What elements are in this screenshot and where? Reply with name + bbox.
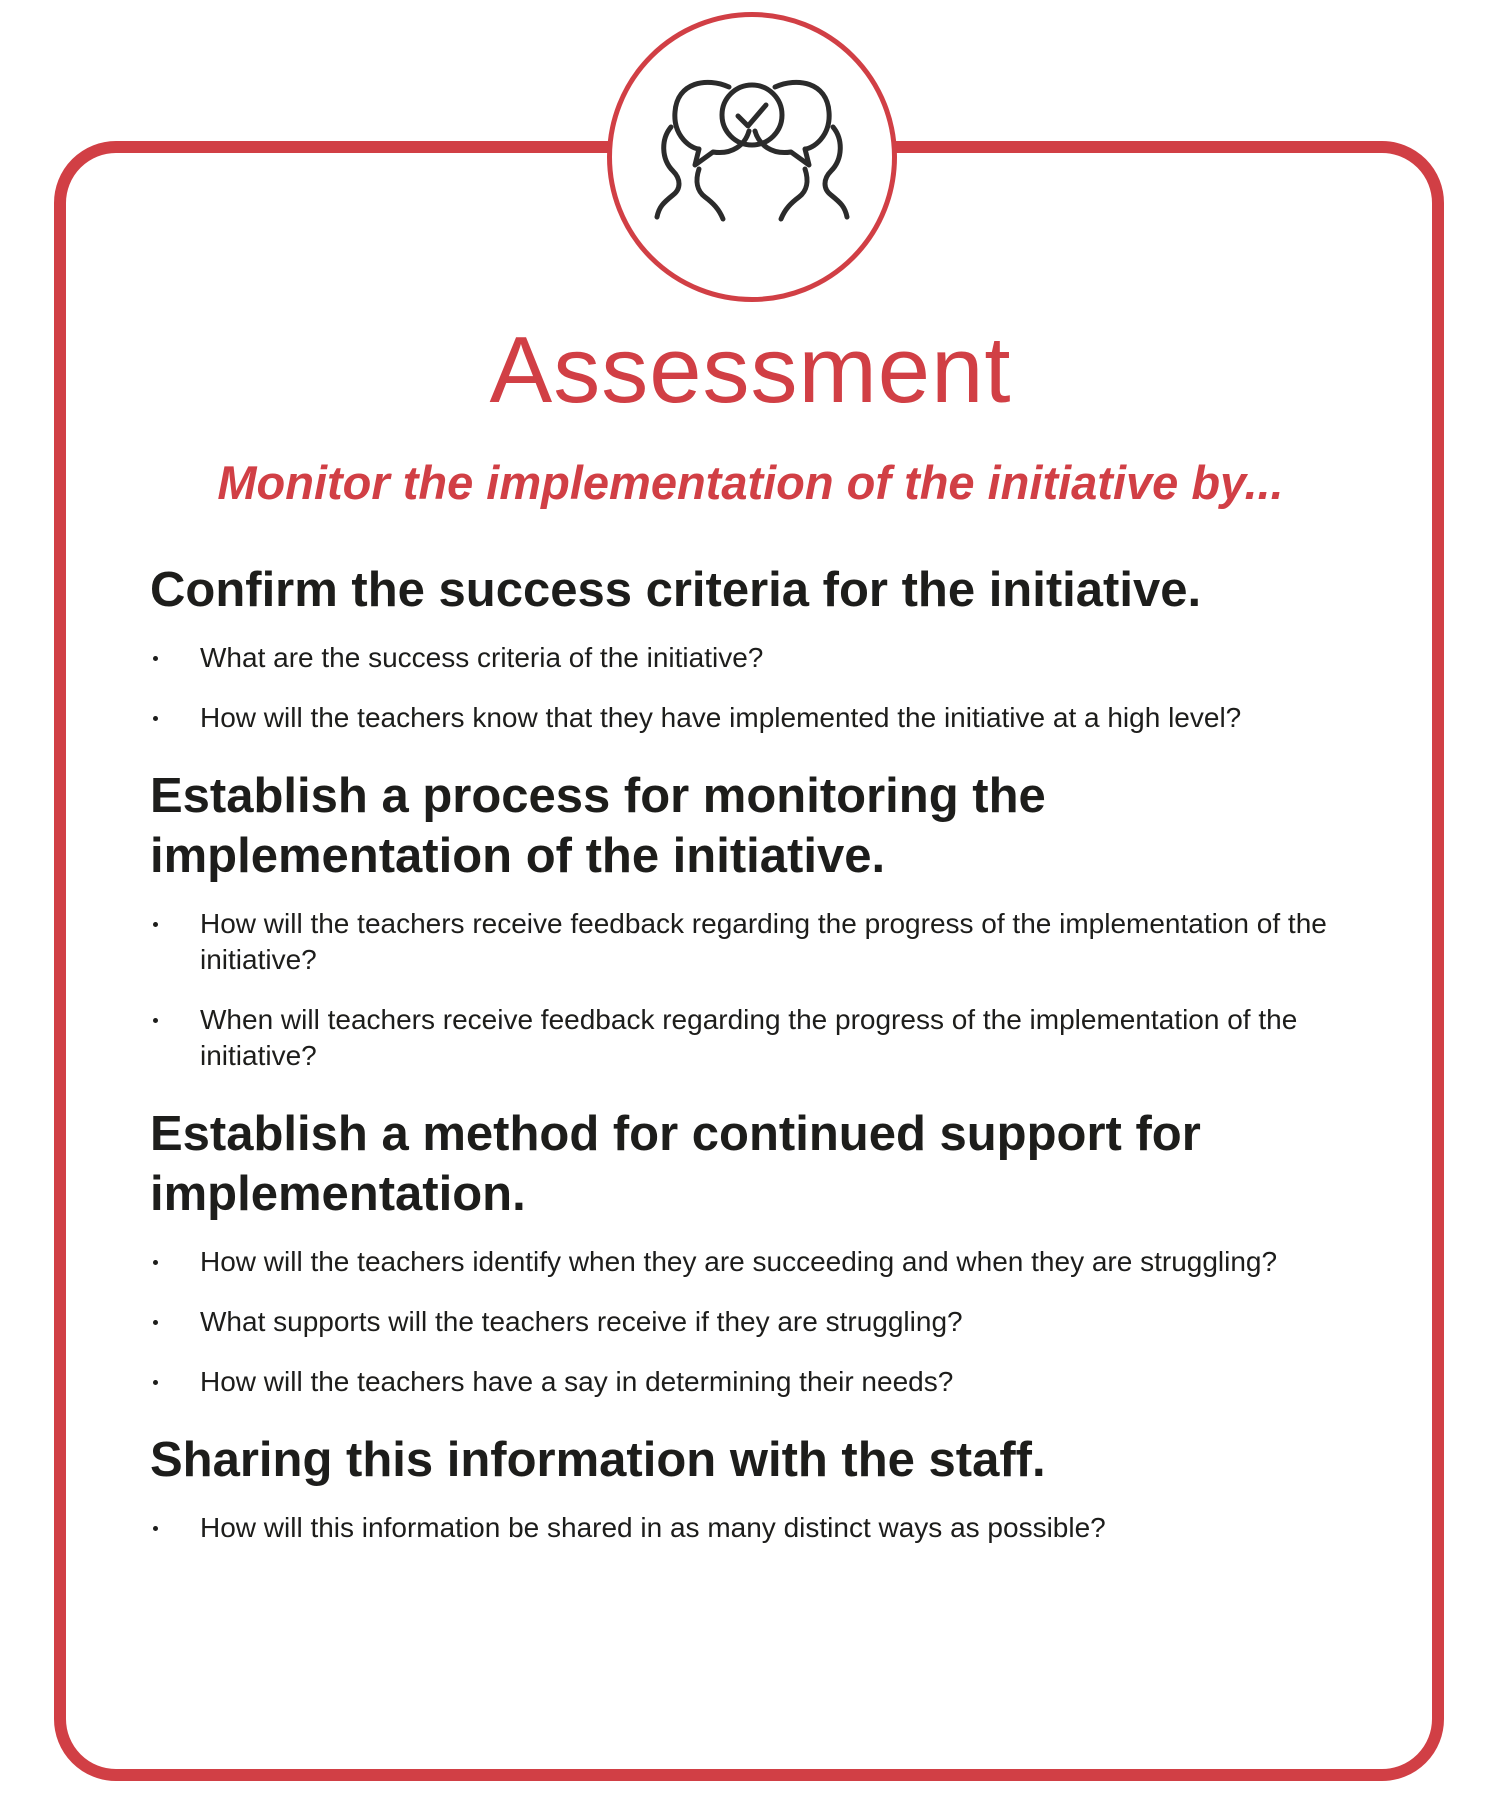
bullet-icon [153, 1380, 158, 1385]
content [150, 560, 1400, 1576]
page-title: Assessment [489, 317, 1012, 422]
section-heading: Sharing this information with the staff. [150, 1433, 1046, 1487]
bullet-list [150, 906, 1400, 1074]
bullet-icon [153, 922, 158, 927]
bullet-list [150, 640, 1400, 736]
bullet-icon [153, 716, 158, 721]
two-people-discussion-check-icon [637, 57, 867, 257]
bullet-icon [153, 1260, 158, 1265]
bullet-icon [153, 656, 158, 661]
section-heading: Establish a method for continued support for implementation. [150, 1107, 1201, 1221]
page-subtitle [0, 455, 1501, 511]
section-heading: Establish a process for monitoring the implementation of the initiative. [150, 769, 1046, 883]
bullet-icon [153, 1018, 158, 1023]
section-sharing-information [150, 1430, 1400, 1546]
section-heading: Confirm the success criteria for the initiative. [150, 563, 1202, 617]
list-item: When will teachers receive feedback regarding the progress of the implementation of the initiative? [150, 1002, 1400, 1074]
icon-badge [607, 12, 897, 302]
bullet-icon [153, 1320, 158, 1325]
list-item: How will the teachers receive feedback regarding the progress of the implementation of the initiative? [150, 906, 1400, 978]
list-item: How will the teachers have a say in determining their needs? [150, 1364, 1400, 1400]
section-continued-support [150, 1104, 1400, 1400]
bullet-icon [153, 1526, 158, 1531]
section-monitoring-process [150, 766, 1400, 1074]
subtitle-lead: Monitor [217, 456, 390, 509]
bullet-list [150, 1244, 1400, 1400]
list-item: How will this information be shared in as many distinct ways as possible? [150, 1510, 1400, 1546]
subtitle-rest: the implementation of the initiative by... [389, 456, 1284, 509]
list-item: What are the success criteria of the initiative? [150, 640, 1400, 676]
list-item: How will the teachers know that they have implemented the initiative at a high level? [150, 700, 1400, 736]
section-success-criteria [150, 560, 1400, 736]
list-item: What supports will the teachers receive if they are struggling? [150, 1304, 1400, 1340]
bullet-list [150, 1510, 1400, 1546]
list-item: How will the teachers identify when they are succeeding and when they are struggling? [150, 1244, 1400, 1280]
